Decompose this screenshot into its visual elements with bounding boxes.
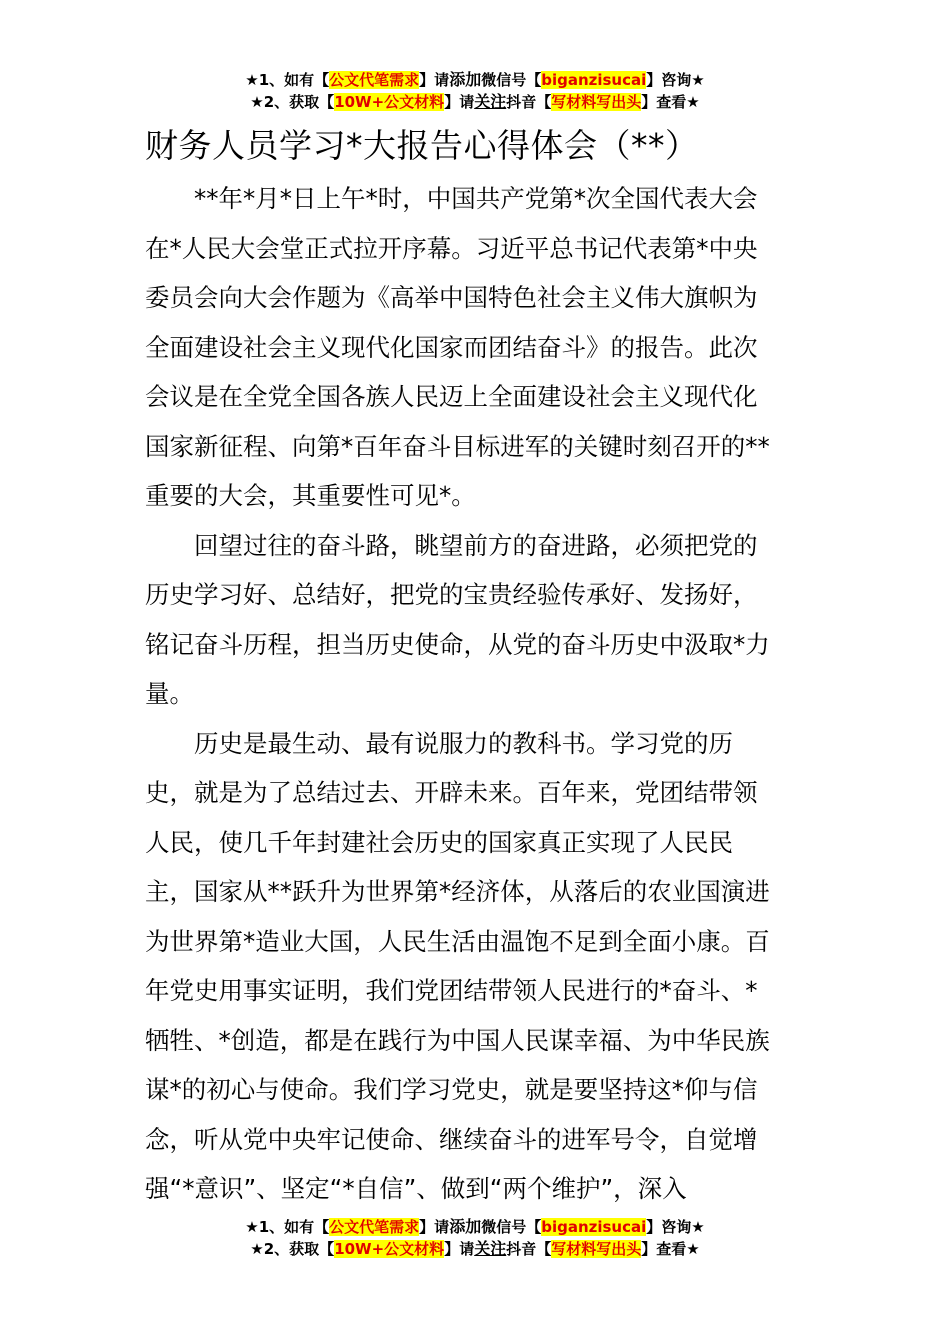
banner-highlight: biganzisucai xyxy=(541,71,647,89)
banner-emphasis: 关注 xyxy=(474,92,507,111)
paragraph-line: 念，听从党中央牢记使命、继续奋斗的进军号令，自觉增 xyxy=(145,1124,758,1154)
banner-text: 】咨询★ xyxy=(646,71,705,89)
banner-text: 抖音【 xyxy=(506,1240,552,1258)
paragraph-line: 史，就是为了总结过去、开辟未来。百年来，党团结带领 xyxy=(145,778,758,807)
header-banner xyxy=(0,69,950,113)
paragraph-line: 量。 xyxy=(145,679,194,708)
banner-text: 抖音【 xyxy=(506,93,552,111)
banner-text: 1、如有【 xyxy=(258,1218,330,1236)
footer-banner xyxy=(0,1216,950,1260)
banner-highlight: biganzisucai xyxy=(541,1218,647,1236)
banner-text: 】请 xyxy=(444,1240,475,1258)
star-icon: ★ xyxy=(250,93,264,111)
banner-highlight: 写材料写出头 xyxy=(551,1240,642,1258)
banner-emphasis: 添加 xyxy=(449,70,482,89)
banner-text: 】请 xyxy=(419,71,450,89)
star-icon: ★ xyxy=(250,1240,264,1258)
banner-highlight: 10W+公文材料 xyxy=(334,1240,445,1258)
banner-highlight: 写材料写出头 xyxy=(551,93,642,111)
banner-text: 2、获取【 xyxy=(263,93,335,111)
paragraph-line: 谋*的初心与使命。我们学习党史，就是要坚持这*仰与信 xyxy=(145,1075,758,1104)
star-icon: ★ xyxy=(245,71,259,89)
banner-highlight: 公文代笔需求 xyxy=(329,71,420,89)
banner-text: 】请 xyxy=(419,1218,450,1236)
banner-line-1 xyxy=(0,69,950,91)
paragraph-line: **年*月*日上午*时，中国共产党第*次全国代表大会 xyxy=(194,184,758,213)
banner-text: 】咨询★ xyxy=(646,1218,705,1236)
paragraph-line: 强“*意识”、坚定“*自信”、做到“两个维护”，深入 xyxy=(145,1174,687,1203)
banner-text: 】查看★ xyxy=(641,1240,700,1258)
paragraph-line: 主，国家从**跃升为世界第*经济体，从落后的农业国演进 xyxy=(145,877,770,906)
paragraph-line: 重要的大会，其重要性可见*。 xyxy=(145,481,476,510)
paragraph-line: 在*人民大会堂正式拉开序幕。习近平总书记代表第*中央 xyxy=(145,233,758,263)
banner-text: 微信号【 xyxy=(481,71,542,89)
banner-text: 】查看★ xyxy=(641,93,700,111)
paragraph-line: 人民，使几千年封建社会历史的国家真正实现了人民民 xyxy=(145,827,733,857)
paragraph-line: 年党史用事实证明，我们党团结带领人民进行的*奋斗、* xyxy=(145,976,758,1005)
banner-emphasis: 添加 xyxy=(449,1217,482,1236)
banner-line-2 xyxy=(0,91,950,113)
banner-text: 1、如有【 xyxy=(258,71,330,89)
banner-emphasis: 关注 xyxy=(474,1239,507,1258)
paragraph-line: 为世界第*造业大国，人民生活由温饱不足到全面小康。百 xyxy=(145,926,770,956)
banner-text: 2、获取【 xyxy=(263,1240,335,1258)
banner-highlight: 公文代笔需求 xyxy=(329,1218,420,1236)
banner-highlight: 10W+公文材料 xyxy=(334,93,445,111)
paragraph-line: 会议是在全党全国各族人民迈上全面建设社会主义现代化 xyxy=(145,382,758,411)
star-icon: ★ xyxy=(245,1218,259,1236)
paragraph-line: 牺牲、*创造，都是在践行为中国人民谋幸福、为中华民族 xyxy=(145,1025,770,1055)
banner-line-1 xyxy=(0,1216,950,1238)
document-body xyxy=(145,174,810,1214)
banner-line-2 xyxy=(0,1238,950,1260)
banner-text: 】请 xyxy=(444,93,475,111)
paragraph-line: 历史学习好、总结好，把党的宝贵经验传承好、发扬好， xyxy=(145,580,758,609)
paragraph-line: 委员会向大会作题为《高举中国特色社会主义伟大旗帜为 xyxy=(145,283,758,312)
banner-text: 微信号【 xyxy=(481,1218,542,1236)
paragraph-line: 全面建设社会主义现代化国家而团结奋斗》的报告。此次 xyxy=(145,332,758,362)
paragraph-line: 回望过往的奋斗路，眺望前方的奋进路，必须把党的 xyxy=(194,530,758,560)
paragraph-line: 历史是最生动、最有说服力的教科书。学习党的历 xyxy=(194,728,733,758)
paragraph-line: 国家新征程、向第*百年奋斗目标进军的关键时刻召开的** xyxy=(145,431,770,461)
paragraph-line: 铭记奋斗历程，担当历史使命，从党的奋斗历史中汲取*力 xyxy=(145,629,770,659)
document-title: 财务人员学习*大报告心得体会（**） xyxy=(145,126,699,165)
